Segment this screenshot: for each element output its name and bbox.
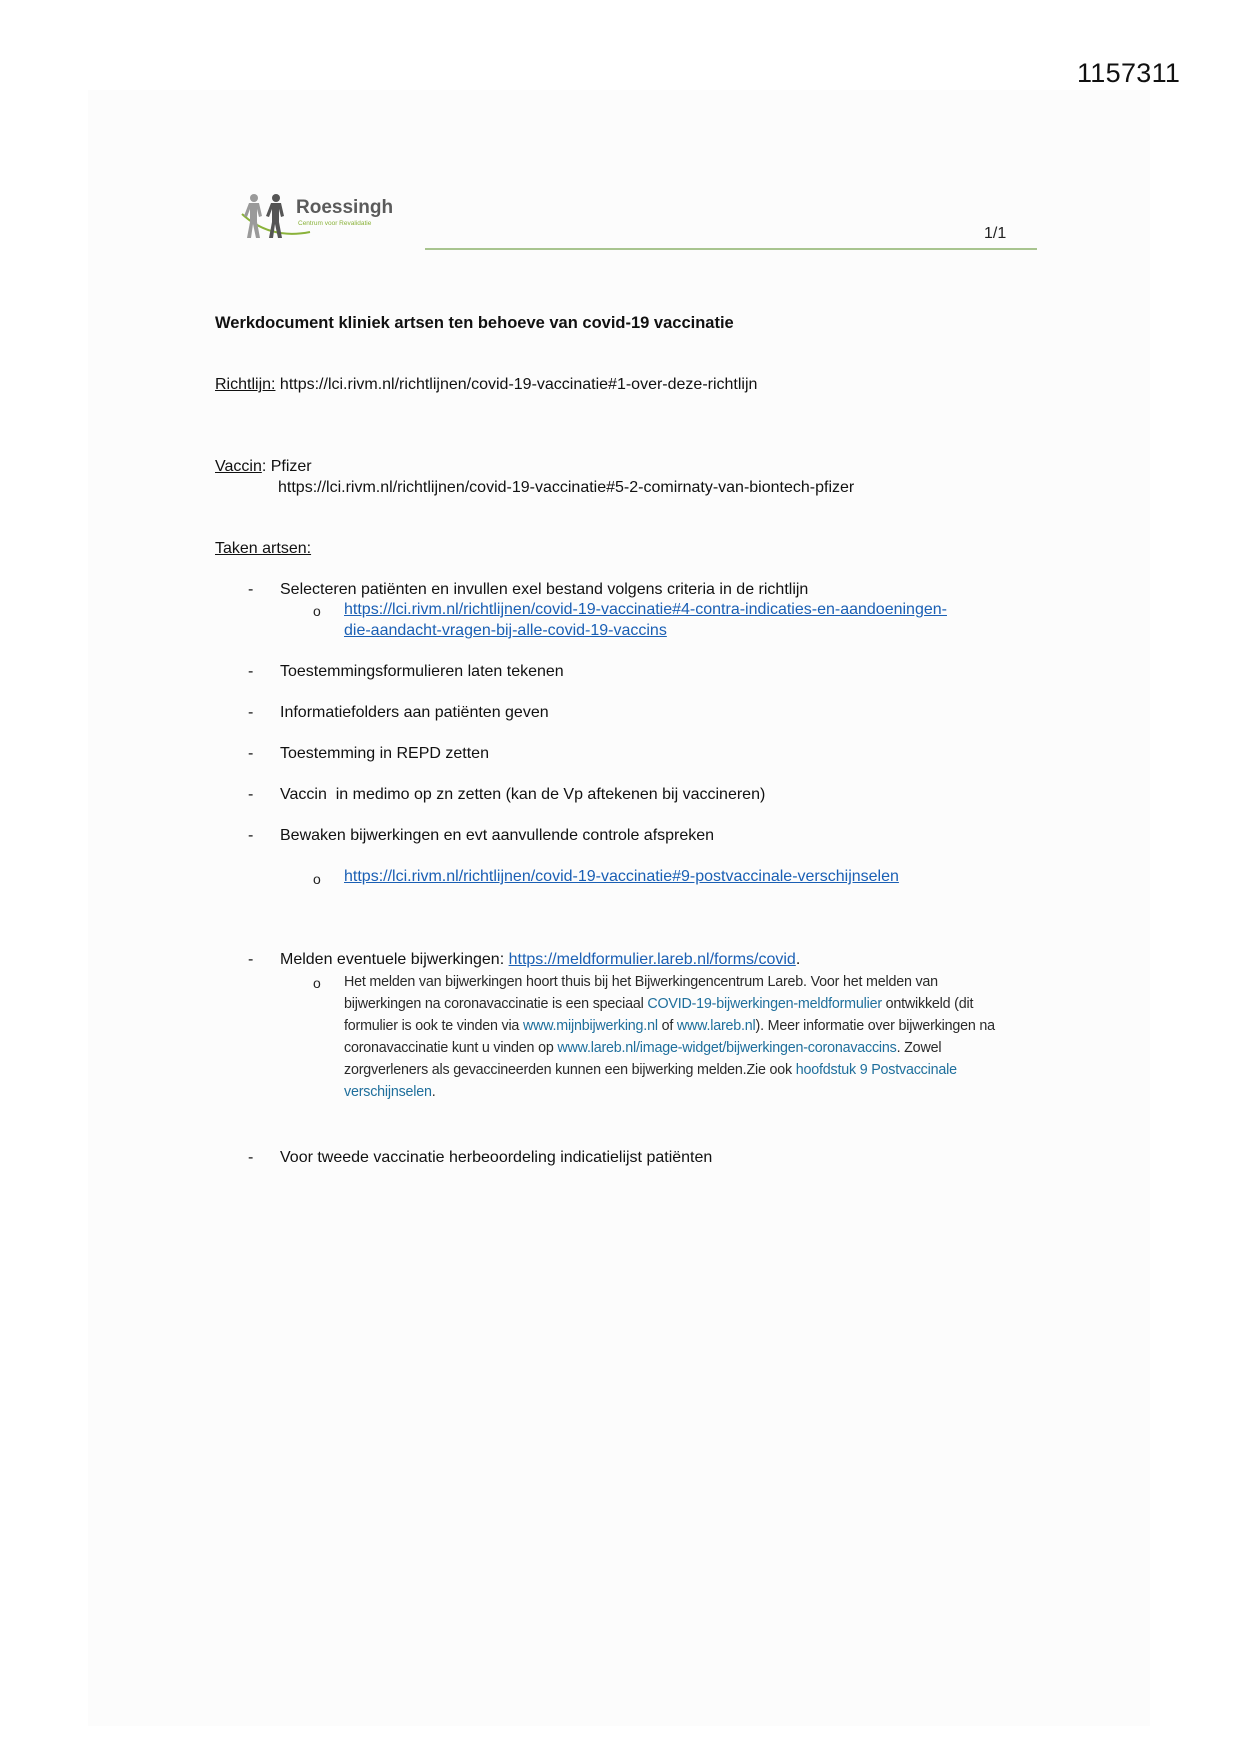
bullet-dash: - bbox=[248, 827, 254, 844]
task-item-8: Voor tweede vaccinatie herbeoordeling indicatielijst patiënten bbox=[280, 1149, 713, 1166]
paragraph-text: ontwikkeld (dit formulier is ook te vinden via bbox=[344, 996, 974, 1034]
richtlijn-label: Richtlijn: bbox=[215, 376, 276, 393]
paragraph-text: ). Meer informatie over bijwerkingen na coronavaccinatie kunt u vinden op bbox=[344, 1018, 995, 1056]
task-item-7-period: . bbox=[795, 951, 801, 968]
bullet-dash: - bbox=[248, 745, 254, 762]
vaccin-label: Vaccin bbox=[215, 458, 262, 475]
bullet-dash: - bbox=[248, 663, 254, 680]
lareb-link[interactable]: www.lareb.nl bbox=[676, 1018, 756, 1034]
document-title: Werkdocument kliniek artsen ten behoeve van covid-19 vaccinatie bbox=[215, 314, 734, 332]
mijnbijwerking-link[interactable]: www.mijnbijwerking.nl bbox=[522, 1018, 658, 1034]
sub-bullet: o bbox=[313, 871, 321, 887]
lareb-paragraph bbox=[344, 971, 1004, 1103]
task-item-5: Vaccin in medimo op zn zetten (kan de Vp aftekenen bij vaccineren) bbox=[280, 786, 766, 803]
vaccin-url: https://lci.rivm.nl/richtlijnen/covid-19-vaccinatie#5-2-comirnaty-van-biontech-pfizer bbox=[278, 479, 855, 496]
vaccin-value: : Pfizer bbox=[261, 458, 312, 475]
richtlijn-line bbox=[215, 376, 757, 394]
task-item-7 bbox=[280, 951, 800, 969]
logo-subtitle: Centrum voor Revalidatie bbox=[298, 220, 372, 227]
bullet-dash: - bbox=[248, 951, 254, 968]
scanned-page bbox=[88, 90, 1150, 1726]
document-id: 1157311 bbox=[1077, 58, 1181, 88]
taken-heading: Taken artsen: bbox=[215, 540, 312, 557]
paragraph-text: Het melden van bijwerkingen hoort thuis bij het Bijwerkingencentrum Lareb. Voor het melden van bijwerkingen na coronavaccinatie is een speciaal bbox=[344, 974, 938, 1012]
vaccin-line bbox=[215, 458, 312, 476]
task-item-2: Toestemmingsformulieren laten tekenen bbox=[280, 663, 564, 680]
paragraph-text: . bbox=[431, 1084, 436, 1100]
bullet-dash: - bbox=[248, 786, 254, 803]
task-item-4: Toestemming in REPD zetten bbox=[280, 745, 489, 762]
page-indicator: 1/1 bbox=[984, 225, 1007, 242]
bullet-dash: - bbox=[248, 581, 254, 598]
paragraph-text: of bbox=[657, 1018, 677, 1034]
bullet-dash: - bbox=[248, 1149, 254, 1166]
contra-indicaties-link-cont[interactable]: die-aandacht-vragen-bij-alle-covid-19-vaccins bbox=[344, 622, 667, 639]
logo-name: Roessingh bbox=[296, 197, 394, 218]
paragraph-text: . Zowel zorgverleners als gevaccineerden kunnen een bijwerking melden.Zie ook bbox=[344, 1040, 942, 1078]
richtlijn-url: https://lci.rivm.nl/richtlijnen/covid-19-vaccinatie#1-over-deze-richtlijn bbox=[279, 376, 758, 393]
task-item-7-text: Melden eventuele bijwerkingen: bbox=[280, 951, 509, 968]
task-item-3: Informatiefolders aan patiënten geven bbox=[280, 704, 549, 721]
lareb-meldformulier-link[interactable]: https://meldformulier.lareb.nl/forms/covid bbox=[508, 951, 796, 968]
sub-bullet: o bbox=[313, 975, 321, 991]
task-item-6: Bewaken bijwerkingen en evt aanvullende controle afspreken bbox=[280, 827, 715, 844]
bullet-dash: - bbox=[248, 704, 254, 721]
covid-meldformulier-link[interactable]: COVID-19-bijwerkingen-meldformulier bbox=[647, 996, 882, 1012]
hoofdstuk-9-link[interactable]: hoofdstuk 9 Postvaccinale verschijnselen bbox=[344, 1062, 957, 1100]
task-item-1: Selecteren patiënten en invullen exel bestand volgens criteria in de richtlijn bbox=[280, 581, 809, 598]
lareb-widget-link[interactable]: www.lareb.nl/image-widget/bijwerkingen-coronavaccins bbox=[557, 1040, 897, 1056]
contra-indicaties-link[interactable]: https://lci.rivm.nl/richtlijnen/covid-19-vaccinatie#4-contra-indicaties-en-aandoeningen- bbox=[344, 601, 947, 618]
sub-bullet: o bbox=[313, 603, 321, 619]
header-rule bbox=[425, 248, 1037, 250]
postvaccinale-link[interactable]: https://lci.rivm.nl/richtlijnen/covid-19-vaccinatie#9-postvaccinale-verschijnselen bbox=[344, 868, 899, 885]
